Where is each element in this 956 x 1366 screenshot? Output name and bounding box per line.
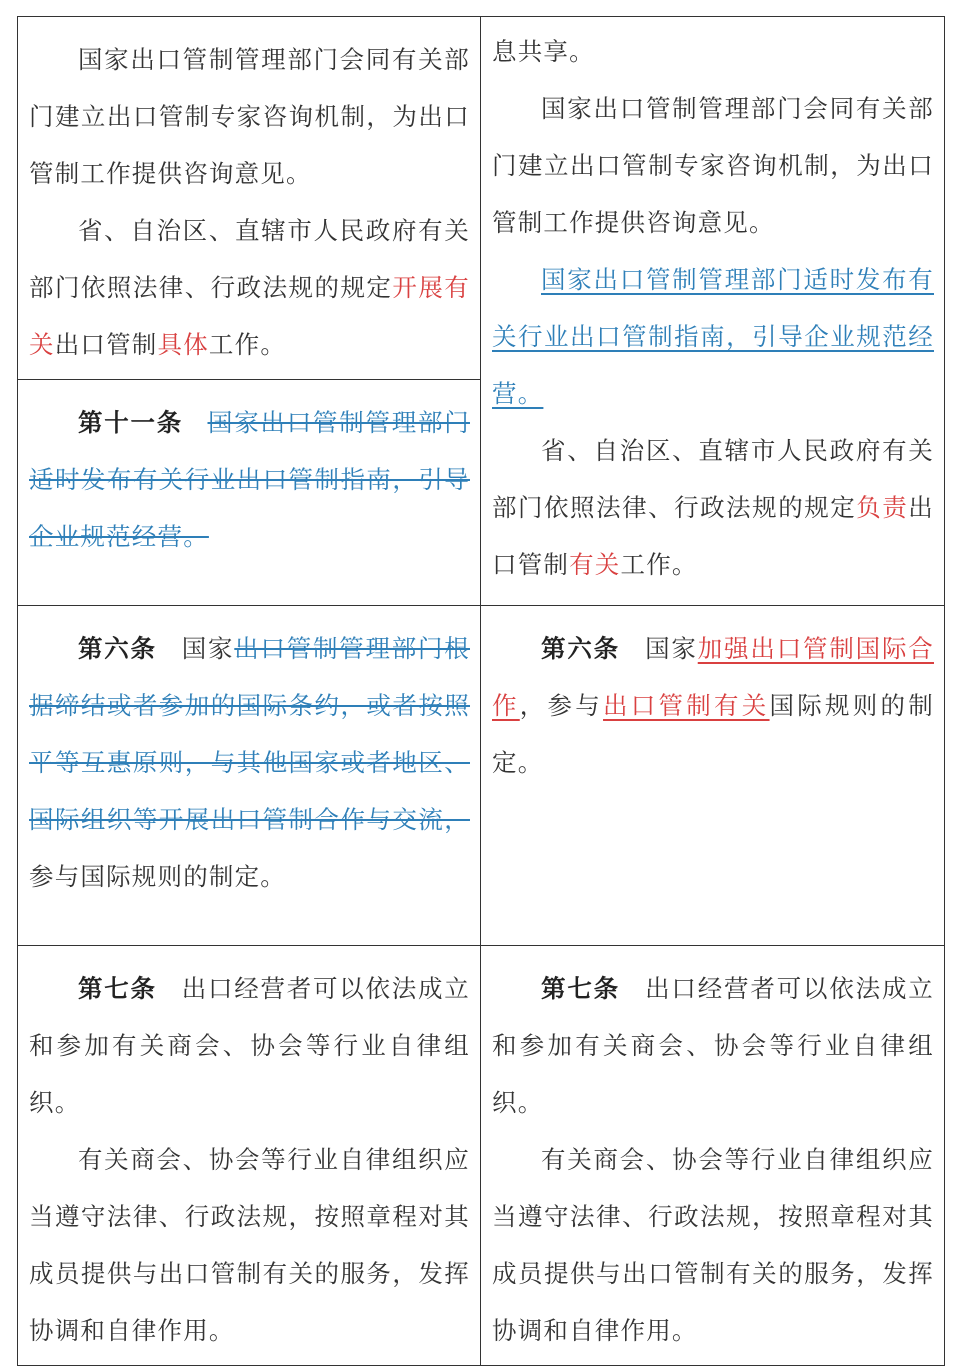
article-number: 第七条: [78, 974, 157, 1003]
paragraph: [492, 422, 934, 593]
new-text-cell: [481, 946, 945, 1366]
added-text: 出口管制有关: [603, 691, 770, 720]
paragraph: 国家出口管制管理部门会同有关部门建立出口管制专家咨询机制，为出口管制工作提供咨询意见。: [492, 94, 934, 237]
table-row: [18, 17, 945, 380]
changed-text: 有关: [569, 550, 621, 579]
added-paragraph: [492, 251, 934, 422]
deleted-text: 出口管制管理部门根据缔结或者参加的国际条约，或者按照平等互惠原则，与其他国家或者地区、国际组织等开展出口管制合作与交流，: [29, 634, 470, 834]
article-number: 第六条: [541, 634, 620, 663]
article-number: 第六条: [78, 634, 157, 663]
new-text-cell: [481, 606, 945, 946]
paragraph: 息共享。: [492, 37, 595, 66]
text: 工作。: [620, 550, 698, 579]
paragraph: 有关商会、协会等行业自律组织应当遵守法律、行政法规，按照章程对其成员提供与出口管制有关的服务，发挥协调和自律作用。: [492, 1145, 934, 1345]
text: 出口管制: [492, 493, 934, 579]
text: 省、自治区、直辖市人民政府有关部门依照法律、行政法规的规定: [492, 436, 934, 522]
changed-text: 具体: [157, 330, 209, 359]
paragraph: [492, 620, 934, 791]
old-text-cell: [18, 606, 481, 946]
new-text-cell: [481, 17, 945, 606]
old-text-cell: [18, 946, 481, 1366]
text: ，参与: [519, 691, 604, 720]
text: 国际规则的制定。: [492, 691, 935, 777]
table-row: [18, 946, 945, 1366]
old-text-cell: [18, 17, 481, 380]
paragraph: [29, 202, 470, 373]
deleted-text: 国家出口管制管理部门适时发布有关行业出口管制指南，引导企业规范经营。: [29, 408, 470, 551]
text: 省、自治区、直辖市人民政府有关部门依照法律、行政法规的规定: [29, 216, 470, 302]
paragraph: 有关商会、协会等行业自律组织应当遵守法律、行政法规，按照章程对其成员提供与出口管制有关的服务，发挥协调和自律作用。: [29, 1145, 470, 1345]
changed-text: 开展有关: [29, 273, 470, 359]
old-text-cell: [18, 380, 481, 606]
article-number: 第七条: [541, 974, 620, 1003]
paragraph: [29, 960, 470, 1131]
paragraph: [29, 394, 470, 565]
text: 工作。: [208, 330, 287, 359]
text: 出口管制: [54, 330, 158, 359]
changed-text: 负责: [856, 493, 909, 522]
paragraph: 国家出口管制管理部门会同有关部门建立出口管制专家咨询机制，为出口管制工作提供咨询意见。: [29, 45, 470, 188]
article-number: 第十一条: [78, 408, 183, 437]
text: 国家: [181, 634, 235, 663]
paragraph: [29, 620, 470, 905]
text: 出口经营者可以依法成立和参加有关商会、协会等行业自律组织。: [29, 974, 470, 1117]
text: 出口经营者可以依法成立和参加有关商会、协会等行业自律组织。: [492, 974, 934, 1117]
added-text: 国家出口管制管理部门适时发布有关行业出口管制指南，引导企业规范经营。: [492, 265, 934, 408]
text: 参与国际规则的制定。: [29, 862, 286, 891]
table-row: [18, 606, 945, 946]
text: 国家: [644, 634, 698, 663]
paragraph: [492, 960, 934, 1131]
added-text: 加强出口管制国际合作: [492, 634, 934, 720]
comparison-table: [17, 16, 945, 1366]
